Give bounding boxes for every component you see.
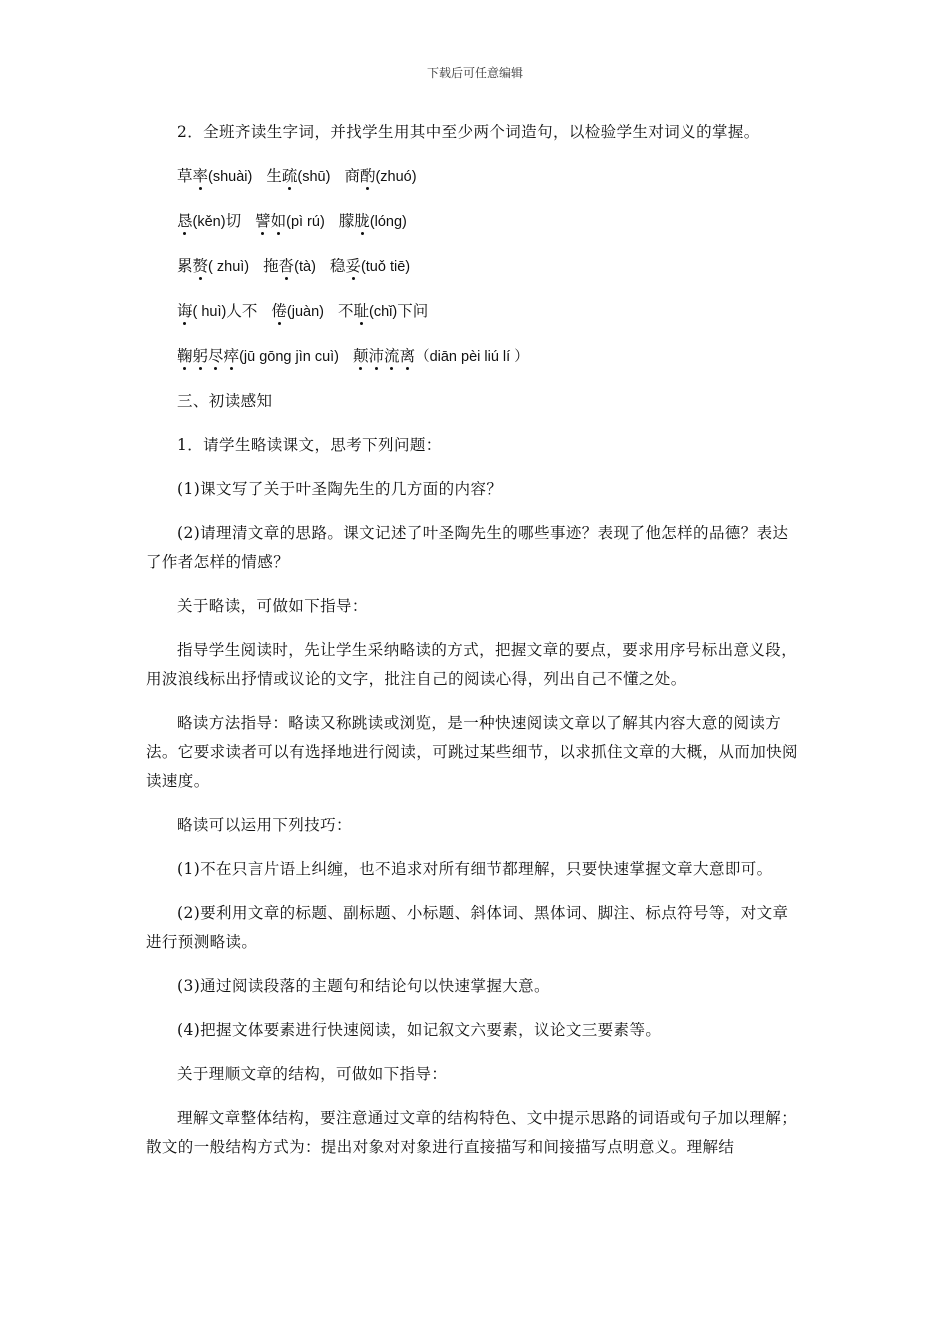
pinyin: (chǐ): [369, 304, 398, 320]
character: 商: [344, 167, 360, 185]
question-1: (1)课文写了关于叶圣陶先生的几方面的内容？: [177, 480, 503, 498]
section-heading: 三、初读感知: [177, 392, 273, 410]
vocabulary-list: [146, 162, 802, 371]
emphasized-character: 沛: [368, 347, 385, 365]
vocab-word: [339, 207, 407, 236]
vocab-word: [266, 162, 330, 191]
emphasized-character: 流: [384, 347, 400, 365]
guide-paragraph-2: 略读方法指导：略读又称跳读或浏览，是一种快速阅读文章以了解其内容大意的阅读方法。它要求读者可以有选择地进行阅读，可跳过某些细节，以求抓住文章的大概，从而加快阅读速度。: [146, 714, 798, 790]
emphasized-character: 诲: [177, 302, 193, 320]
question-2: (2)请理清文章的思路。课文记述了叶圣陶先生的哪些事迹？表现了他怎样的品德？表达了作者怎样的情感？: [146, 524, 789, 571]
character: 生: [266, 167, 282, 185]
skill-item-1: (1)不在只言片语上纠缠，也不追求对所有细节都理解，只要快速掌握文章大意即可。: [177, 860, 773, 878]
emphasized-character: 疏: [281, 167, 298, 185]
skill-item-4: (4)把握文体要素进行快速阅读，如记叙文六要素，议论文三要素等。: [177, 1021, 662, 1039]
document-body: [146, 118, 802, 1162]
vocab-word: [263, 252, 316, 281]
vocab-word: [271, 297, 324, 326]
vocab-row: [146, 342, 802, 371]
skill-item-2: (2)要利用文章的标题、副标题、小标题、斜体词、黑体词、脚注、标点符号等，对文章进行预测略读。: [146, 904, 789, 951]
vocab-word: [344, 162, 416, 191]
pinyin: ( huì): [192, 304, 227, 320]
emphasized-character: 颠: [353, 347, 369, 365]
vocab-word: [330, 252, 410, 281]
pinyin: （diān pèi liú lí ）: [415, 349, 529, 365]
pinyin: (juàn): [286, 304, 324, 320]
vocab-word: [177, 207, 241, 236]
character: 累: [177, 257, 193, 275]
vocab-word: [177, 297, 257, 326]
pinyin: (jū gōng jìn cuì): [239, 349, 340, 365]
vocab-word: [177, 342, 339, 371]
emphasized-character: 瘁: [223, 347, 240, 365]
instruction-paragraph: 2．全班齐读生字词，并找学生用其中至少两个词造句，以检验学生对词义的掌握。: [177, 123, 760, 141]
guide-paragraph-1: 指导学生阅读时，先让学生采纳略读的方式，把握文章的要点，要求用序号标出意义段，用波浪线标出抒情或议论的文字，批注自己的阅读心得，列出自己不懂之处。: [146, 641, 798, 688]
emphasized-character: 如: [270, 212, 287, 230]
vocab-word: [353, 342, 529, 371]
question-intro: 1．请学生略读课文，思考下列问题：: [177, 436, 442, 454]
emphasized-character: 恳: [177, 212, 193, 230]
guide-heading: 关于略读，可做如下指导：: [177, 597, 368, 615]
vocab-word: [338, 297, 428, 326]
emphasized-character: 酌: [359, 167, 376, 185]
emphasized-character: 离: [399, 347, 416, 365]
character: 朦: [338, 212, 355, 230]
character: 不: [337, 302, 354, 320]
vocab-row: [146, 297, 802, 326]
emphasized-character: 躬: [192, 347, 209, 365]
pinyin: (pì rú): [286, 214, 325, 230]
pinyin: (tuǒ tiē): [360, 259, 411, 275]
pinyin: (kěn): [192, 214, 226, 230]
pinyin: (shū): [297, 169, 331, 185]
emphasized-character: 尽: [208, 347, 224, 365]
word-suffix: 下问: [397, 302, 429, 320]
pinyin: (lóng): [369, 214, 407, 230]
skills-heading: 略读可以运用下列技巧：: [177, 816, 352, 834]
emphasized-character: 倦: [271, 302, 287, 320]
character: 稳: [329, 257, 346, 275]
pinyin: (zhuó): [375, 169, 417, 185]
vocab-word: [177, 162, 252, 191]
character: 拖: [263, 257, 279, 275]
emphasized-character: 赘: [192, 257, 209, 275]
structure-heading: 关于理顺文章的结构，可做如下指导：: [177, 1065, 448, 1083]
emphasized-character: 胧: [354, 212, 370, 230]
word-suffix: 切: [225, 212, 242, 230]
emphasized-character: 譬: [255, 212, 271, 230]
emphasized-character: 妥: [345, 257, 361, 275]
emphasized-character: 鞠: [177, 347, 193, 365]
vocab-row: [146, 162, 802, 191]
skill-item-3: (3)通过阅读段落的主题句和结论句以快速掌握大意。: [177, 977, 550, 995]
character: 草: [177, 167, 193, 185]
pinyin: (tà): [294, 259, 316, 275]
vocab-row: [146, 252, 802, 281]
pinyin: (shuài): [208, 169, 253, 185]
structure-paragraph: 理解文章整体结构，要注意通过文章的结构特色、文中提示思路的词语或句子加以理解；散文的一般结构方式为：提出对象对对象进行直接描写和间接描写点明意义。理解结: [146, 1109, 798, 1156]
vocab-word: [255, 207, 325, 236]
emphasized-character: 耻: [353, 302, 369, 320]
emphasized-character: 率: [192, 167, 209, 185]
word-suffix: 人不: [226, 302, 258, 320]
emphasized-character: 沓: [278, 257, 295, 275]
page-header: 下载后可任意编辑: [426, 66, 523, 80]
vocab-word: [177, 252, 249, 281]
vocab-row: [146, 207, 802, 236]
pinyin: ( zhuì): [208, 259, 250, 275]
